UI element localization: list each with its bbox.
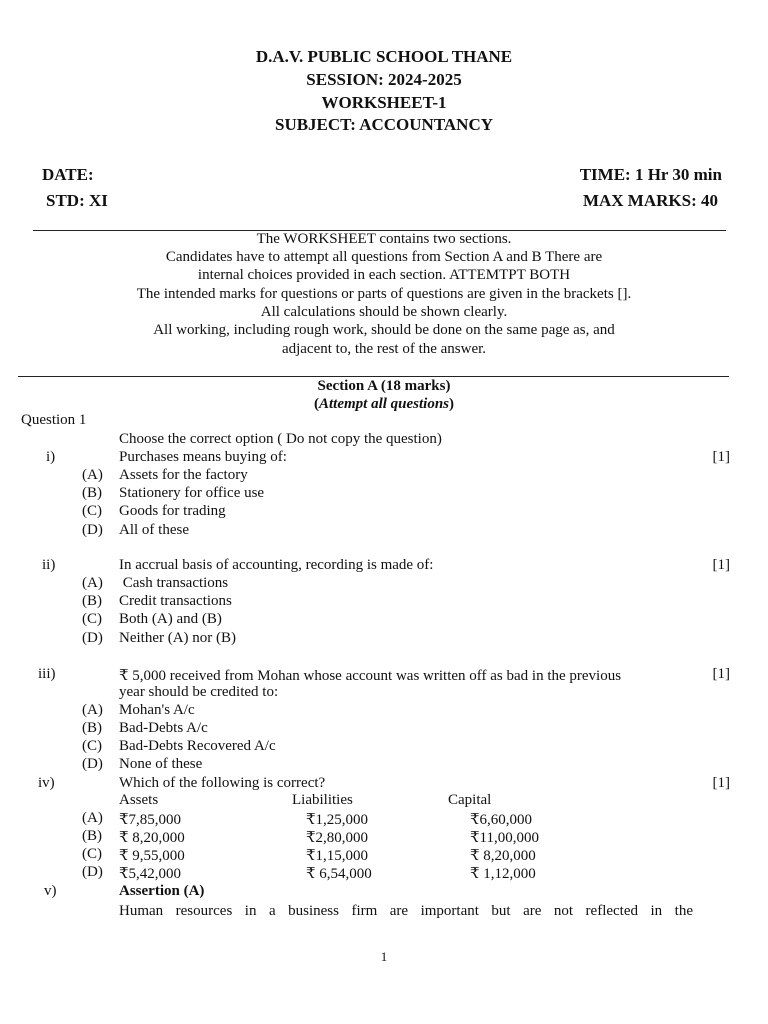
- option-key: (B): [82, 485, 102, 501]
- option-key: (A): [82, 467, 103, 483]
- option-text: Mohan's A/c: [119, 702, 195, 718]
- option-key: (C): [82, 846, 102, 862]
- option-text: Assets for the factory: [119, 467, 248, 483]
- option-key: (B): [82, 720, 102, 736]
- column-header-liabilities: Liabilities: [292, 792, 353, 808]
- time-label: TIME: 1 Hr 30 min: [579, 165, 722, 184]
- question-text: Which of the following is correct?: [119, 775, 326, 791]
- marks: [1]: [712, 449, 730, 465]
- instruction-line: The WORKSHEET contains two sections.: [256, 231, 512, 247]
- divider-section: [18, 376, 729, 377]
- option-text: All of these: [119, 522, 189, 538]
- option-text: Bad-Debts A/c: [119, 720, 208, 736]
- option-key: (A): [82, 810, 103, 826]
- date-label: DATE:: [42, 165, 94, 184]
- table-cell-liabilities: ₹2,80,000: [306, 830, 369, 846]
- instruction-line: All working, including rough work, should be done on the same page as, and: [153, 322, 615, 338]
- worksheet-title: WORKSHEET-1: [321, 93, 447, 112]
- table-cell-assets: ₹7,85,000: [119, 812, 182, 828]
- option-key: (C): [82, 503, 102, 519]
- marks: [1]: [712, 557, 730, 573]
- option-key: (A): [82, 702, 103, 718]
- option-text: Stationery for office use: [119, 485, 265, 501]
- option-text: Credit transactions: [119, 593, 232, 609]
- table-cell-liabilities: ₹ 6,54,000: [306, 866, 372, 882]
- school-name: D.A.V. PUBLIC SCHOOL THANE: [255, 47, 513, 66]
- instruction-line: Candidates have to attempt all questions from Section A and B There are: [165, 249, 603, 265]
- option-key: (C): [82, 611, 102, 627]
- section-title: Section A (18 marks): [317, 378, 451, 394]
- question-text: Purchases means buying of:: [119, 449, 287, 465]
- column-header-assets: Assets: [119, 792, 159, 808]
- option-text: Neither (A) nor (B): [119, 630, 237, 646]
- table-cell-liabilities: ₹1,25,000: [306, 812, 369, 828]
- subject: SUBJECT: ACCOUNTANCY: [274, 115, 494, 134]
- marks: [1]: [712, 666, 730, 682]
- question-number: ii): [42, 557, 56, 573]
- option-text: Bad-Debts Recovered A/c: [119, 738, 276, 754]
- max-marks-label: MAX MARKS: 40: [582, 191, 718, 210]
- table-cell-liabilities: ₹1,15,000: [306, 848, 369, 864]
- section-subtitle: (Attempt all questions): [313, 396, 455, 412]
- session: SESSION: 2024-2025: [306, 70, 462, 89]
- question-directive: Choose the correct option ( Do not copy the question): [119, 431, 442, 447]
- question-number: iii): [38, 666, 56, 682]
- column-header-capital: Capital: [448, 792, 492, 808]
- table-cell-capital: ₹11,00,000: [470, 830, 539, 846]
- question-text: Human resources in a business firm are important but are not reflected in the: [119, 903, 693, 919]
- option-text: Goods for trading: [119, 503, 226, 519]
- option-key: (C): [82, 738, 102, 754]
- instruction-line: The intended marks for questions or parts of questions are given in the brackets [].: [136, 286, 632, 302]
- question-text: In accrual basis of accounting, recording is made of:: [119, 557, 434, 573]
- marks: [1]: [712, 775, 730, 791]
- instruction-line: All calculations should be shown clearly.: [260, 304, 508, 320]
- table-cell-assets: ₹ 9,55,000: [119, 848, 185, 864]
- option-key: (D): [82, 522, 103, 538]
- page-number: 1: [380, 949, 388, 964]
- instruction-line: internal choices provided in each section. ATTEMTPT BOTH: [197, 267, 571, 283]
- table-cell-assets: ₹ 8,20,000: [119, 830, 185, 846]
- table-cell-capital: ₹ 8,20,000: [470, 848, 536, 864]
- question-number: i): [46, 449, 56, 465]
- option-key: (D): [82, 756, 103, 772]
- option-key: (A): [82, 575, 103, 591]
- option-text: None of these: [119, 756, 203, 772]
- table-cell-assets: ₹5,42,000: [119, 866, 182, 882]
- table-cell-capital: ₹ 1,12,000: [470, 866, 536, 882]
- question-label: Question 1: [21, 412, 87, 428]
- option-text: Both (A) and (B): [119, 611, 222, 627]
- question-text: year should be credited to:: [119, 684, 279, 700]
- question-number: iv): [38, 775, 55, 791]
- option-key: (D): [82, 630, 103, 646]
- instruction-line: adjacent to, the rest of the answer.: [281, 341, 487, 357]
- assertion-heading: Assertion (A): [119, 883, 205, 899]
- option-text: Cash transactions: [119, 575, 229, 591]
- option-key: (D): [82, 864, 103, 880]
- option-key: (B): [82, 593, 102, 609]
- std-label: STD: XI: [46, 191, 108, 210]
- table-cell-capital: ₹6,60,000: [470, 812, 533, 828]
- question-text: ₹ 5,000 received from Mohan whose account was written off as bad in the previous: [119, 668, 622, 684]
- option-key: (B): [82, 828, 102, 844]
- question-number: v): [44, 883, 57, 899]
